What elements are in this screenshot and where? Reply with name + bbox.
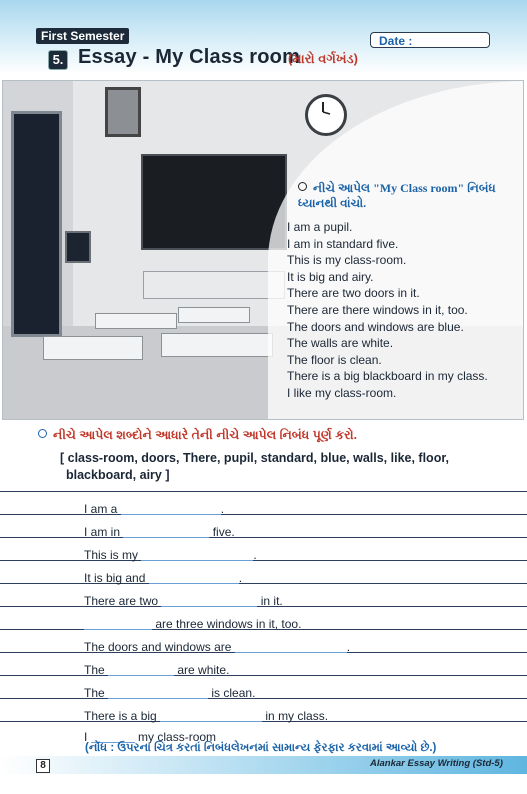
word-bank-line: [ class-room, doors, There, pupil, standard, blue, walls, like, floor, <box>60 451 449 465</box>
bullet-icon <box>38 429 47 438</box>
sample-line: There are there windows in it, too. <box>287 302 468 317</box>
sample-line: The doors and windows are blue. <box>287 319 464 334</box>
line-suffix: my class-room <box>138 730 217 744</box>
sample-line: The floor is clean. <box>287 352 382 367</box>
answer-blank[interactable] <box>121 502 221 515</box>
student-desk <box>178 307 250 323</box>
line-suffix: . <box>220 502 225 516</box>
sample-essay <box>287 219 517 402</box>
line-prefix: The <box>84 663 105 677</box>
fill-line <box>84 594 283 608</box>
student-desk <box>43 336 143 360</box>
fill-line <box>84 525 235 539</box>
ruled-line <box>0 514 527 515</box>
fill-line <box>84 640 350 654</box>
lesson-number: 5. <box>48 50 68 70</box>
line-suffix: . <box>238 571 243 585</box>
line-suffix: is clean. <box>211 686 256 700</box>
sample-line: The walls are white. <box>287 336 394 351</box>
fill-line <box>84 617 301 631</box>
line-prefix: There is a big <box>84 709 157 723</box>
line-prefix: There are two <box>84 594 159 608</box>
sample-line: This is my class-room. <box>287 253 407 268</box>
line-prefix: The doors and windows are <box>84 640 232 654</box>
answer-blank[interactable] <box>161 594 257 607</box>
line-suffix: five. <box>212 525 235 539</box>
answer-blank[interactable] <box>149 571 239 584</box>
answer-blank[interactable] <box>108 686 208 699</box>
fill-line <box>84 663 229 677</box>
footnote: (નોંધ : ઉપરના ચિત્ર કરતાં નિબંધલેખનમાં સામાન્ય ફેરફાર કરવામાં આવ્યો છે.) <box>85 742 437 754</box>
ruled-line <box>0 491 527 492</box>
student-desk <box>95 313 177 329</box>
page-title-gujarati: (મારો વર્ગખંડ) <box>288 51 359 66</box>
word-bank-line: blackboard, airy ] <box>66 468 170 482</box>
page-title: Essay - My Class room <box>78 46 301 68</box>
line-prefix: The <box>84 686 105 700</box>
line-prefix: I am a <box>84 502 118 516</box>
line-suffix: . <box>253 548 257 562</box>
classroom-illustration <box>2 80 524 420</box>
semester-label: First Semester <box>36 28 129 44</box>
line-prefix: I <box>84 730 88 744</box>
ruled-line <box>0 537 527 538</box>
fill-line <box>84 686 255 700</box>
sample-line: I am a pupil. <box>287 220 353 234</box>
blackboard <box>141 154 287 250</box>
ruled-line <box>0 560 527 561</box>
answer-blank[interactable] <box>235 640 347 653</box>
sample-line: It is big and airy. <box>287 269 374 284</box>
reading-instruction-text: નીચે આપેલ "My Class room" નિબંધ ધ્યાનથી વાંચો. <box>298 181 496 210</box>
line-suffix: are three windows in it, too. <box>155 617 302 631</box>
sample-line: I am in standard five. <box>287 236 399 251</box>
ruled-line <box>0 675 527 676</box>
fill-line <box>84 709 328 723</box>
clock-icon <box>305 94 347 136</box>
ruled-line <box>0 698 527 699</box>
exercise-instruction <box>38 428 357 443</box>
teacher-desk <box>143 271 285 299</box>
portrait-frame <box>105 87 141 137</box>
answer-blank[interactable] <box>84 617 152 630</box>
bullet-icon <box>298 182 307 191</box>
page-number: 8 <box>36 759 50 773</box>
line-suffix: in it. <box>260 594 283 608</box>
fill-line <box>84 502 224 516</box>
fill-line <box>84 571 242 585</box>
line-prefix: This is my <box>84 548 138 562</box>
ruled-line <box>0 583 527 584</box>
student-desk <box>161 333 273 357</box>
fill-line <box>84 548 257 562</box>
word-bank <box>60 450 460 484</box>
exercise-instruction-text: નીચે આપેલ શબ્દોને આધારે તેની નીચે આપેલ નિબંધ પૂર્ણ કરો. <box>53 428 358 442</box>
answer-blank[interactable] <box>108 663 174 676</box>
sample-line: There are two doors in it. <box>287 286 420 301</box>
line-prefix: It is big and <box>84 571 146 585</box>
sample-line: I like my class-room. <box>287 385 397 400</box>
line-suffix: . <box>346 640 351 654</box>
answer-blank[interactable] <box>160 709 262 722</box>
book-title: Alankar Essay Writing (Std-5) <box>370 758 503 769</box>
line-prefix: I am in <box>84 525 121 539</box>
door <box>11 111 62 337</box>
answer-blank[interactable] <box>141 548 253 561</box>
sample-line: There is a big blackboard in my class. <box>287 369 488 384</box>
date-field[interactable]: Date : <box>370 32 490 48</box>
answer-blank[interactable] <box>123 525 209 538</box>
line-suffix: are white. <box>177 663 230 677</box>
line-suffix: in my class. <box>265 709 329 723</box>
reading-instruction <box>298 181 508 211</box>
computer-monitor <box>65 231 91 263</box>
